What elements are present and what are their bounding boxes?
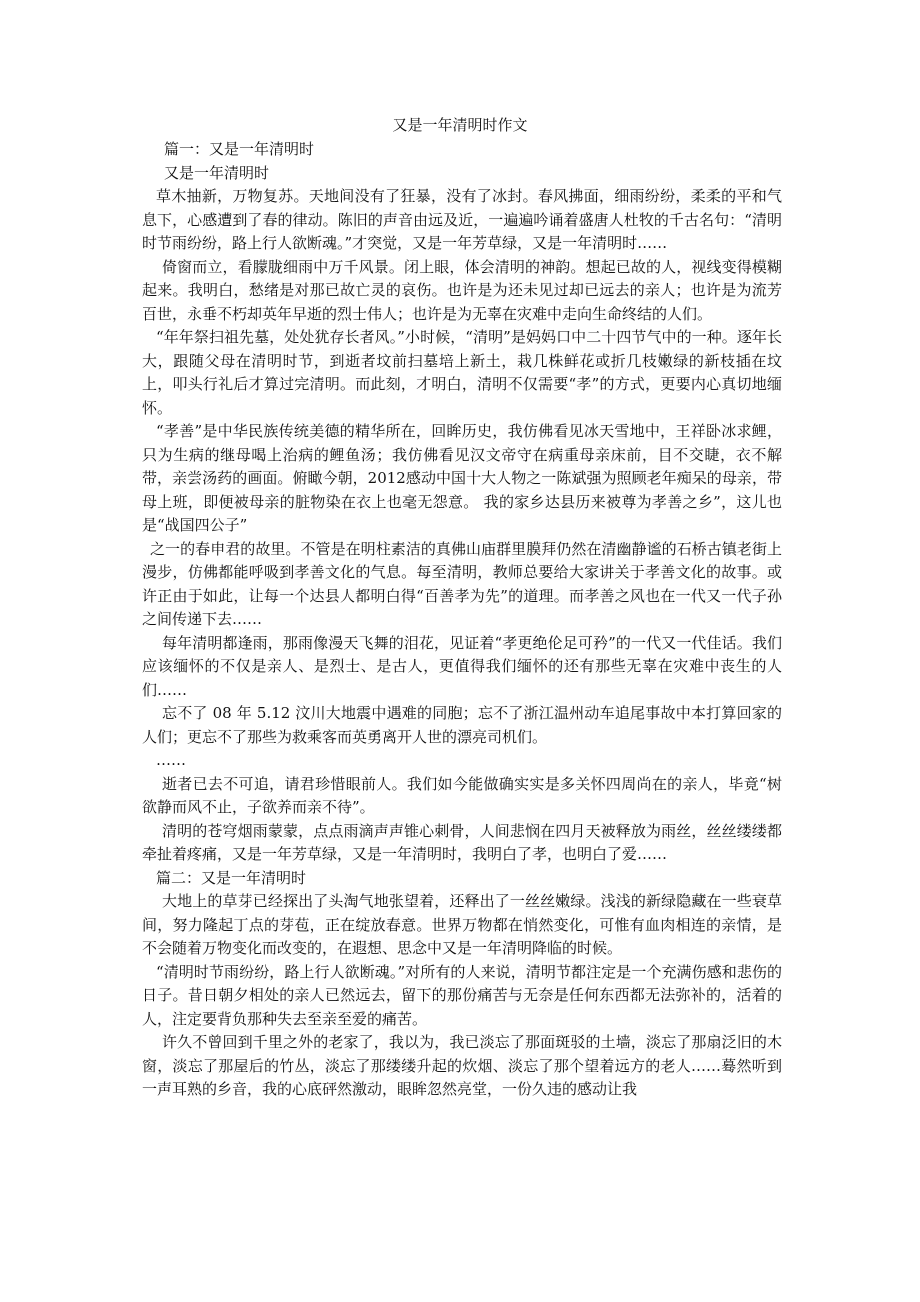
paragraph: “年年祭扫祖先墓，处处犹存长者风。”小时候，“清明”是妈妈口中二十四节气中的一种。逐年长大，跟随父母在清明时节，到逝者坟前扫墓培上新土，栽几株鲜花或折几枝嫩绿的新枝插在坟上，叩头行礼后才算过完清明。而此刻，才明白，清明不仅需要“孝”的方式，更要内心真切地缅怀。 <box>142 328 782 417</box>
section-heading: 篇二：又是一年清明时 <box>156 868 307 887</box>
ellipsis-line: …… <box>156 751 186 769</box>
document-body <box>142 138 782 1102</box>
paragraph: 许久不曾回到千里之外的老家了，我以为，我已淡忘了那面斑驳的土墙，淡忘了那扇泛旧的木窗，淡忘了那屋后的竹丛，淡忘了那缕缕升起的炊烟、淡忘了那个望着远方的老人……蓦然听到一声耳熟的乡音，我的心底砰然激动，眼眸忽然亮堂，一份久违的感动让我 <box>142 1033 782 1098</box>
paragraph: 大地上的草芽已经探出了头淘气地张望着，还释出了一丝丝嫩绿。浅浅的新绿隐藏在一些衰草间，努力隆起丁点的芽苞，正在绽放春意。世界万物都在悄然变化，可惟有血肉相连的亲情，是不会随着万物变化而改变的，在遐想、思念中又是一年清明降临的时候。 <box>142 892 782 957</box>
paragraph: 草木抽新，万物复苏。天地间没有了狂暴，没有了冰封。春风拂面，细雨纷纷，柔柔的平和气息下，心感遭到了春的律动。陈旧的声音由远及近，一遍遍吟诵着盛唐人杜牧的千古名句：“清明时节雨纷纷，路上行人欲断魂。”才突觉，又是一年芳草绿，又是一年清明时…… <box>142 187 782 252</box>
article-title: 又是一年清明时 <box>164 163 270 182</box>
section-heading: 篇一：又是一年清明时 <box>164 140 315 158</box>
paragraph: 每年清明都逢雨，那雨像漫天飞舞的泪花，见证着“孝更绝伦足可矜”的一代又一代佳话。我们应该缅怀的不仅是亲人、是烈士、是古人，更值得我们缅怀的还有那些无辜在灾难中丧生的人们…… <box>142 633 782 699</box>
paragraph: 之一的春申君的故里。不管是在明柱素洁的真佛山庙群里膜拜仍然在清幽静谧的石桥古镇老街上漫步，仿佛都能呼吸到孝善文化的气息。每至清明，教师总要给大家讲关于孝善文化的故事。或许正由于如此，让每一个达县人都明白得“百善孝为先”的道理。而孝善之风也在一代又一代子孙之间传递下去…… <box>142 539 782 628</box>
paragraph: “清明时节雨纷纷，路上行人欲断魂。”对所有的人来说，清明节都注定是一个充满伤感和悲伤的日子。昔日朝夕相处的亲人已然远去，留下的那份痛苦与无奈是任何东西都无法弥补的，活着的人，注定要背负那种失去至亲至爱的痛苦。 <box>142 962 782 1028</box>
document-title: 又是一年清明时作文 <box>392 116 528 134</box>
paragraph: “孝善”是中华民族传统美德的精华所在，回眸历史，我仿佛看见冰天雪地中，王祥卧冰求鲤，只为生病的继母喝上治病的鲤鱼汤；我仿佛看见汉文帝守在病重母亲床前，目不交睫，衣不解带，亲尝汤药的画面。俯瞰今朝，2012感动中国十大人物之一陈斌强为照顾老年痴呆的母亲，带母上班，即便被母亲的脏物染在衣上也毫无怨意。 我的家乡达县历来被尊为孝善之乡”，这儿也是“战国四公子” <box>142 422 782 534</box>
paragraph: 忘不了 08 年 5.12 汶川大地震中遇难的同胞；忘不了浙江温州动车追尾事故中本打算回家的人们；更忘不了那些为救乘客而英勇离开人世的漂亮司机们。 <box>142 704 782 746</box>
paragraph: 倚窗而立，看朦胧细雨中万千风景。闭上眼，体会清明的神韵。想起已故的人，视线变得模糊起来。我明白，愁绪是对那已故亡灵的哀伤。也许是为还未见过却已远去的亲人；也许是为流芳百世，永垂不朽却英年早逝的烈士伟人；也许是为无辜在灾难中走向生命终结的人们。 <box>142 257 782 323</box>
paragraph: 逝者已去不可追，请君珍惜眼前人。我们如今能做确实实是多关怀四周尚在的亲人，毕竟“树欲静而风不止，子欲养而亲不待”。 <box>142 774 782 816</box>
paragraph: 清明的苍穹烟雨蒙蒙，点点雨滴声声锥心刺骨，人间悲悯在四月天被释放为雨丝，丝丝缕缕都牵扯着疼痛，又是一年芳草绿，又是一年清明时，我明白了孝，也明白了爱…… <box>142 821 782 863</box>
